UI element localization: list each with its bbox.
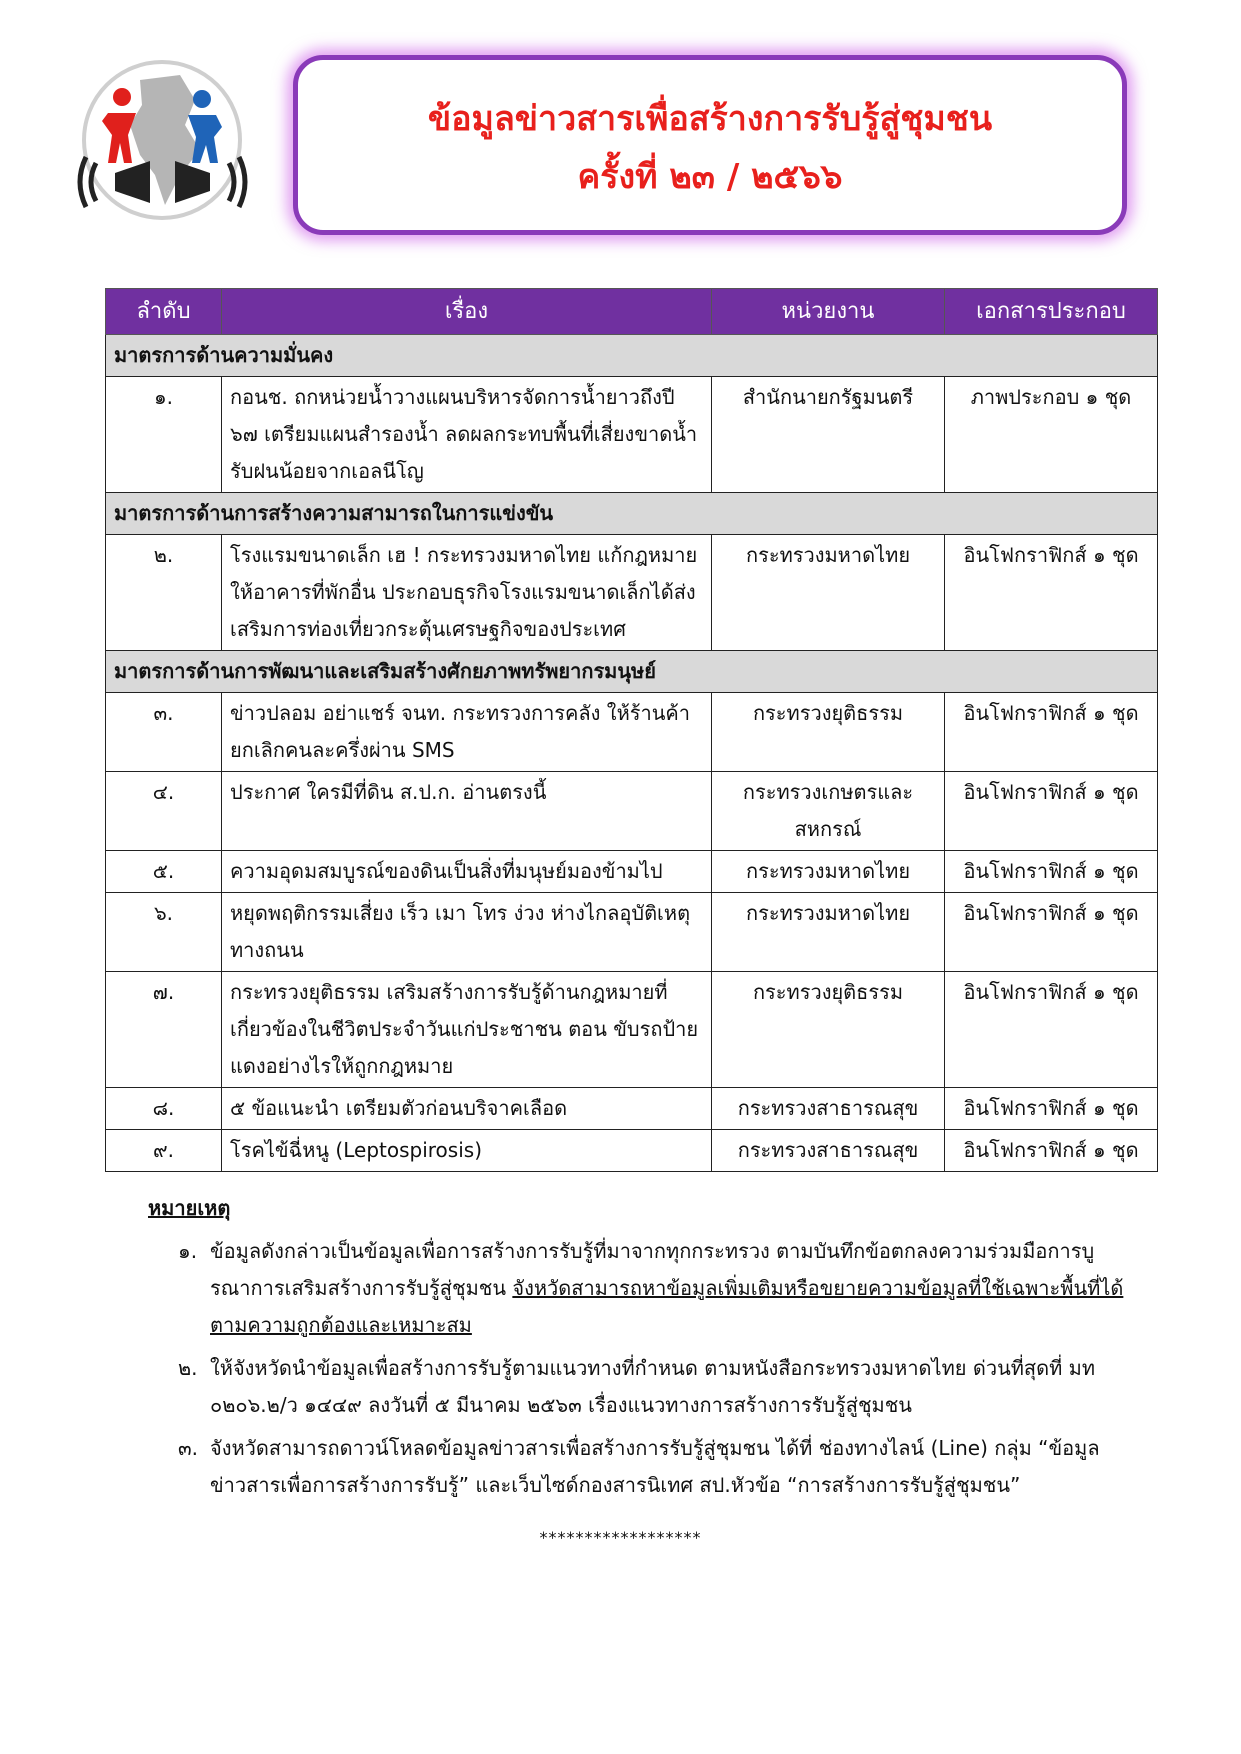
row-no: ๖.	[106, 893, 222, 972]
col-header-topic: เรื่อง	[222, 289, 712, 335]
row-dept: กระทรวงยุติธรรม	[712, 972, 945, 1088]
row-topic: หยุดพฤติกรรมเสี่ยง เร็ว เมา โทร ง่วง ห่างไกลอุบัติเหตุทางถนน	[222, 893, 712, 972]
table-row	[106, 772, 1158, 851]
row-dept: กระทรวงสาธารณสุข	[712, 1088, 945, 1130]
section-heading: มาตรการด้านการสร้างความสามารถในการแข่งขัน	[106, 493, 1158, 535]
table-row	[106, 1088, 1158, 1130]
section-row	[106, 651, 1158, 693]
row-dept: กระทรวงมหาดไทย	[712, 851, 945, 893]
table-row	[106, 851, 1158, 893]
note-item	[178, 1430, 1128, 1504]
note-number: ๑.	[178, 1239, 198, 1263]
section-heading: มาตรการด้านความมั่นคง	[106, 335, 1158, 377]
note-text-underlined: จังหวัดสามารถหาข้อมูลเพิ่มเติมหรือขยายความข้อมูลที่ใช้เฉพาะพื้นที่ได้ตามความถูกต้องและเหมาะสม	[210, 1276, 1124, 1337]
megaphone-logo-icon	[70, 55, 255, 225]
row-no: ๙.	[106, 1130, 222, 1172]
page-title: ข้อมูลข่าวสารเพื่อสร้างการรับรู้สู่ชุมชน	[427, 99, 993, 139]
section-heading: มาตรการด้านการพัฒนาและเสริมสร้างศักยภาพทรัพยากรมนุษย์	[106, 651, 1158, 693]
row-no: ๗.	[106, 972, 222, 1088]
row-dept: กระทรวงสาธารณสุข	[712, 1130, 945, 1172]
row-no: ๔.	[106, 772, 222, 851]
table-header-row	[106, 289, 1158, 335]
col-header-no: ลำดับ	[106, 289, 222, 335]
row-no: ๓.	[106, 693, 222, 772]
row-doc: อินโฟกราฟิกส์ ๑ ชุด	[945, 535, 1158, 651]
row-topic: โรคไข้ฉี่หนู (Leptospirosis)	[222, 1130, 712, 1172]
row-topic: โรงแรมขนาดเล็ก เฮ ! กระทรวงมหาดไทย แก้กฎหมายให้อาคารที่พักอื่น ประกอบธุรกิจโรงแรมขนาดเล็กได้ส่งเสริมการท่องเที่ยวกระตุ้นเศรษฐกิจของประเทศ	[222, 535, 712, 651]
row-dept: กระทรวงเกษตรและสหกรณ์	[712, 772, 945, 851]
note-text: จังหวัดสามารถดาวน์โหลดข้อมูลข่าวสารเพื่อสร้างการรับรู้สู่ชุมชน ได้ที่ ช่องทางไลน์ (Line) กลุ่ม “ข้อมูลข่าวสารเพื่อการสร้างการรับรู้” และเว็บไซด์กองสารนิเทศ สป.หัวข้อ “การสร้างการรับรู้สู่ชุมชน”	[210, 1436, 1100, 1497]
table-row	[106, 1130, 1158, 1172]
row-topic: กอนช. ถกหน่วยน้ำวางแผนบริหารจัดการน้ำยาวถึงปี ๖๗ เตรียมแผนสำรองน้ำ ลดผลกระทบพื้นที่เสี่ยงขาดน้ำรับฝนน้อยจากเอลนีโญ	[222, 377, 712, 493]
note-text-plain: ข้อมูลดังกล่าวเป็นข้อมูลเพื่อการสร้างการรับรู้ที่มาจากทุกกระทรวง ตามบันทึกข้อตกลงความร่วมมือการบูรณาการเสริมสร้างการรับรู้สู่ชุมชน	[210, 1239, 1095, 1300]
section-row	[106, 335, 1158, 377]
table-row	[106, 535, 1158, 651]
note-number: ๒.	[178, 1356, 198, 1380]
row-topic: กระทรวงยุติธรรม เสริมสร้างการรับรู้ด้านกฎหมายที่เกี่ยวข้องในชีวิตประจำวันแก่ประชาชน ตอน ขับรถป้ายแดงอย่างไรให้ถูกกฎหมาย	[222, 972, 712, 1088]
row-doc: อินโฟกราฟิกส์ ๑ ชุด	[945, 851, 1158, 893]
note-number: ๓.	[178, 1436, 199, 1460]
notes-title: หมายเหตุ	[148, 1196, 231, 1220]
table-row	[106, 972, 1158, 1088]
table-row	[106, 377, 1158, 493]
row-doc: อินโฟกราฟิกส์ ๑ ชุด	[945, 772, 1158, 851]
row-topic: ความอุดมสมบูรณ์ของดินเป็นสิ่งที่มนุษย์มองข้ามไป	[222, 851, 712, 893]
news-table	[105, 288, 1158, 1172]
row-doc: อินโฟกราฟิกส์ ๑ ชุด	[945, 972, 1158, 1088]
title-frame	[293, 55, 1127, 235]
table-row	[106, 893, 1158, 972]
row-no: ๘.	[106, 1088, 222, 1130]
row-topic: ประกาศ ใครมีที่ดิน ส.ป.ก. อ่านตรงนี้	[222, 772, 712, 851]
table-row	[106, 693, 1158, 772]
row-doc: อินโฟกราฟิกส์ ๑ ชุด	[945, 693, 1158, 772]
row-doc: ภาพประกอบ ๑ ชุด	[945, 377, 1158, 493]
row-no: ๕.	[106, 851, 222, 893]
row-dept: กระทรวงมหาดไทย	[712, 535, 945, 651]
note-item	[178, 1350, 1128, 1424]
row-doc: อินโฟกราฟิกส์ ๑ ชุด	[945, 893, 1158, 972]
note-text: ให้จังหวัดนำข้อมูลเพื่อสร้างการรับรู้ตามแนวทางที่กำหนด ตามหนังสือกระทรวงมหาดไทย ด่วนที่สุดที่ มท ๐๒๐๖.๒/ว ๑๔๔๙ ลงวันที่ ๕ มีนาคม ๒๕๖๓ เรื่องแนวทางการสร้างการรับรู้สู่ชุมชน	[210, 1356, 1096, 1417]
row-no: ๑.	[106, 377, 222, 493]
col-header-doc: เอกสารประกอบ	[945, 289, 1158, 335]
row-doc: อินโฟกราฟิกส์ ๑ ชุด	[945, 1130, 1158, 1172]
row-topic: ๕ ข้อแนะนำ เตรียมตัวก่อนบริจาคเลือด	[222, 1088, 712, 1130]
notes-section	[148, 1190, 1128, 1504]
note-text	[210, 1233, 1128, 1344]
row-dept: กระทรวงมหาดไทย	[712, 893, 945, 972]
issue-number: ครั้งที่ ๒๓ / ๒๕๖๖	[577, 157, 843, 197]
row-topic: ข่าวปลอม อย่าแชร์ จนท. กระทรวงการคลัง ให้ร้านค้ายกเลิกคนละครึ่งผ่าน SMS	[222, 693, 712, 772]
row-dept: สำนักนายกรัฐมนตรี	[712, 377, 945, 493]
note-item	[178, 1233, 1128, 1344]
row-dept: กระทรวงยุติธรรม	[712, 693, 945, 772]
row-no: ๒.	[106, 535, 222, 651]
section-row	[106, 493, 1158, 535]
col-header-dept: หน่วยงาน	[712, 289, 945, 335]
end-stars: ******************	[539, 1528, 702, 1547]
row-doc: อินโฟกราฟิกส์ ๑ ชุด	[945, 1088, 1158, 1130]
